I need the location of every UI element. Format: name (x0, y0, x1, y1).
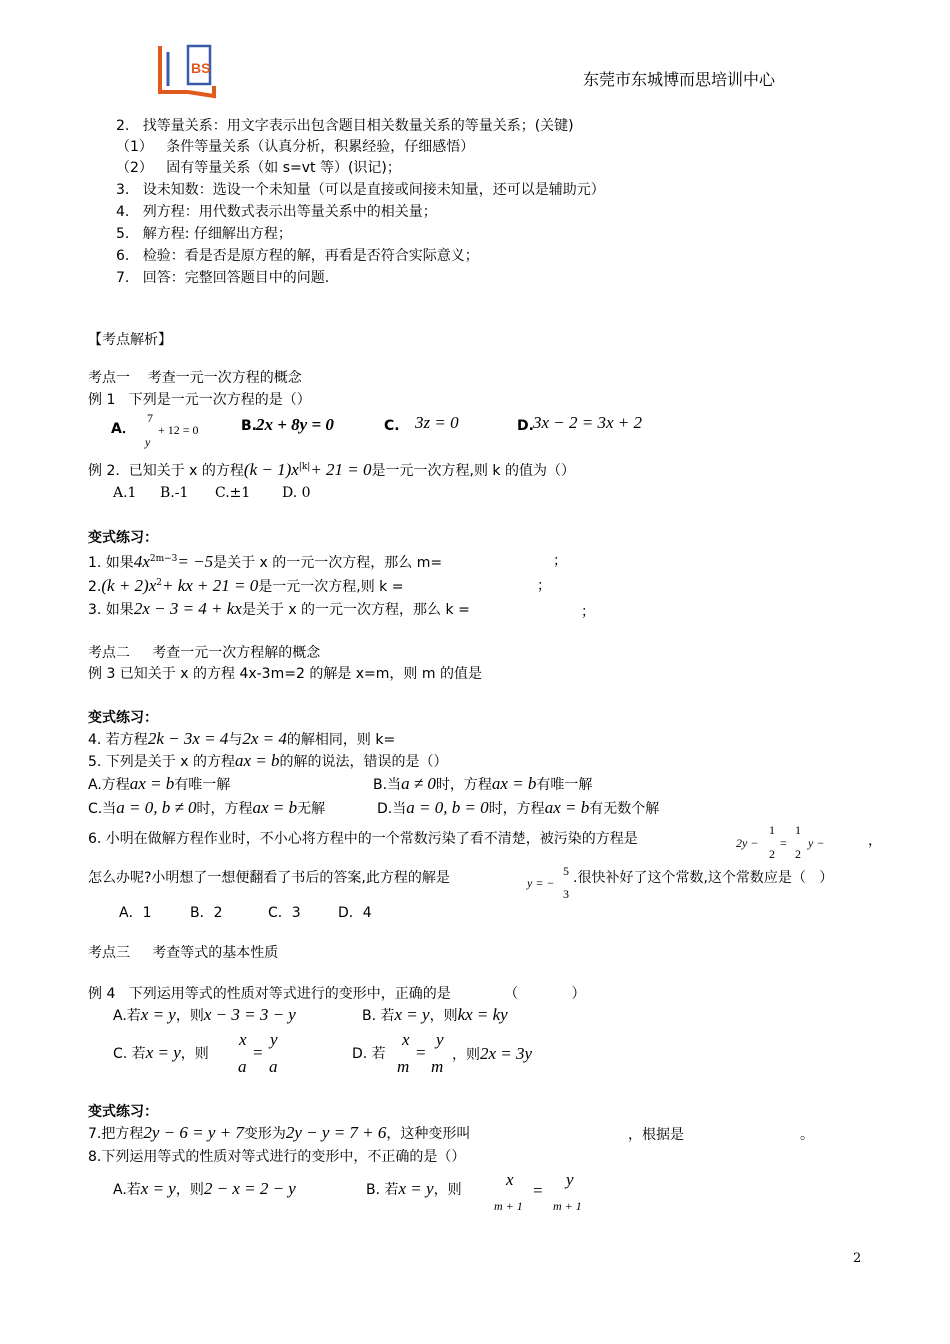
q6-line2: 怎么办呢?小明想了一想便翻看了书后的答案,此方程的解是 (88, 870, 450, 886)
q3-pre: 3. 如果 (88, 602, 134, 618)
ex1-b-math: 2x + 8y = 0 (256, 415, 334, 434)
logo-icon (158, 40, 216, 100)
var3-title: 变式练习： (88, 1104, 158, 1120)
ex4c-pre: C. 若 (113, 1046, 146, 1062)
q5-opt-b (373, 774, 592, 795)
ex4d-mid: ，则 (452, 1047, 480, 1063)
ex2-sup: |k| (298, 462, 311, 472)
kp1-ex1: 例 1 下列是一元一次方程的是（） (88, 392, 311, 408)
q5d-3: ax = b (544, 798, 590, 817)
q3-post: 是关于 x 的一元一次方程，那么 k = (241, 602, 470, 618)
ex2-math: (k − 1)x (243, 460, 299, 479)
ex4-opt-a (113, 1005, 296, 1026)
q7-post: ，这种变形叫 (386, 1126, 471, 1142)
ex4c-eq: = (253, 1043, 263, 1062)
q5-pre: 5. 下列是关于 x 的方程 (88, 754, 235, 770)
q6-line1: 6. 小明在做解方程作业时，不小心将方程中的一个常数污染了看不清楚，被污染的方程是 (88, 831, 638, 847)
q5b-2: 时，方程 (435, 777, 492, 793)
ex1-opt-b: B. (241, 418, 257, 434)
ex1-a-num: 7 (147, 411, 153, 425)
q8b-pre: B. 若 (366, 1182, 399, 1198)
kp1-title: 考点一 考查一元一次方程的概念 (88, 370, 302, 386)
step-2-1: （1） 条件等量关系（认真分析，积累经验，仔细感悟） (116, 139, 475, 155)
q8b-n2: y (566, 1170, 574, 1189)
q7-post2: ，根据是 (628, 1127, 684, 1143)
step-3: 3. 设未知数：选设一个未知量（可以是直接或间接未知量，还可以是辅助元） (116, 182, 605, 198)
ex1-c-math: 3z = 0 (415, 413, 459, 432)
q6-eq-eq: = (780, 836, 787, 850)
q8b-d2: m + 1 (553, 1199, 582, 1213)
step-5: 5. 解方程: 仔细解出方程； (116, 226, 292, 242)
ex2-math2: + 21 = 0 (310, 460, 372, 479)
q5-opt-c (88, 798, 325, 819)
q5c-4: 无解 (297, 801, 326, 817)
var1-q1 (88, 549, 442, 573)
q5b-1: a ≠ 0 (401, 774, 436, 793)
var1-q3 (88, 599, 470, 620)
q8b-m1: x = y (398, 1179, 434, 1198)
ex2-pre: 例 2. 已知关于 x 的方程 (88, 463, 244, 479)
q6-sol-a: y = − (527, 876, 555, 890)
q6-opt-b: B．2 (190, 905, 223, 921)
ex4a-2: ，则 (175, 1008, 204, 1024)
q2-sup: 2 (156, 578, 162, 588)
var1-title: 变式练习： (88, 530, 158, 546)
step-2-2: （2） 固有等量关系（如 s=vt 等）(识记)； (116, 160, 401, 176)
ex4b-0: B. 若 (362, 1008, 395, 1024)
ex4c-n2: y (270, 1030, 278, 1049)
ex1-opt-c: C. (384, 418, 400, 434)
ex4d-d2: m (431, 1057, 444, 1076)
kp3-title: 考点三 考查等式的基本性质 (88, 945, 279, 961)
ex1-d-math: 3x − 2 = 3x + 2 (533, 413, 643, 432)
ex4c-d2: a (269, 1057, 278, 1076)
q7-m1: 2y − 6 = y + 7 (143, 1123, 244, 1142)
q5a-0: A.方程 (88, 777, 130, 793)
ex4d-n2: y (436, 1030, 444, 1049)
q4-pre: 4. 若方程 (88, 732, 148, 748)
q5-opt-d (377, 798, 659, 819)
q5-opt-a (88, 774, 230, 795)
q4-math1: 2k − 3x = 4 (147, 729, 229, 748)
header-org-name: 东莞市东城博而思培训中心 (583, 70, 776, 89)
var3-q7 (88, 1123, 470, 1144)
ex4d-d1: m (397, 1057, 410, 1076)
logo (158, 40, 216, 100)
q2-math2: + kx + 21 = 0 (161, 576, 259, 595)
ex2-opt-d: D. 0 (282, 485, 311, 501)
q8b-eq: = (533, 1181, 543, 1200)
var2-q4 (88, 729, 395, 750)
q6-eq-n2: 1 (795, 823, 801, 837)
ex2-opt-a: A.1 (113, 485, 137, 501)
q4-mid: 与 (228, 732, 243, 748)
q8a-3: 2 − x = 2 − y (203, 1179, 296, 1198)
q8a-0: A.若 (113, 1182, 141, 1198)
q6-opt-d: D．4 (338, 905, 372, 921)
q5b-4: 有唯一解 (536, 777, 593, 793)
section-title: 【考点解析】 (88, 332, 172, 348)
q5c-0: C.当 (88, 801, 117, 817)
q8-opt-b (366, 1179, 462, 1200)
q5d-0: D.当 (377, 801, 407, 817)
ex4a-3: x − 3 = 3 − y (203, 1005, 296, 1024)
q1-math: 4x (133, 552, 150, 571)
q6-eq-d1: 2 (769, 847, 775, 861)
ex4a-0: A.若 (113, 1008, 141, 1024)
ex1-opt-a: A． (111, 421, 136, 437)
kp3-ex4: 例 4 下列运用等式的性质对等式进行的变形中，正确的是 （ ） (88, 986, 586, 1002)
q4-math2: 2x = 4 (242, 729, 287, 748)
ex2-opt-c: C.±1 (215, 485, 251, 501)
var1-q2 (88, 573, 403, 597)
q2-pre: 2. (88, 579, 102, 595)
var2-q5 (88, 751, 448, 772)
q5-post: 的解的说法，错误的是（） (279, 754, 448, 770)
q8a-2: ，则 (175, 1182, 204, 1198)
svg-text:BS: BS (191, 60, 211, 76)
q5b-3: ax = b (491, 774, 537, 793)
q8-opt-a (113, 1179, 296, 1200)
ex4a-1: x = y (140, 1005, 176, 1024)
q1-sup: 2m−3 (149, 554, 178, 564)
q6-eq-b: y − (808, 836, 825, 850)
q5d-2: 时，方程 (488, 801, 545, 817)
step-4: 4. 列方程：用代数式表示出等量关系中的相关量； (116, 204, 437, 220)
q6-eq-a: 2y − (736, 836, 759, 850)
q1-math2: = −5 (177, 552, 214, 571)
ex4d-n1: x (402, 1030, 410, 1049)
ex1-opt-d: D. (517, 418, 534, 434)
kp1-ex2 (88, 457, 575, 481)
ex1-a-den: y (145, 435, 151, 449)
kp2-title: 考点二 考查一元一次方程解的概念 (88, 645, 321, 661)
ex4c-n1: x (239, 1030, 247, 1049)
step-7: 7. 回答：完整回答题目中的问题. (116, 270, 330, 286)
step-6: 6. 检验：看是否是原方程的解，再看是否符合实际意义； (116, 248, 479, 264)
q6-sol-n: 5 (563, 864, 569, 878)
ex2-opt-b: B.-1 (160, 485, 189, 501)
q5a-2: 有唯一解 (174, 777, 231, 793)
q6-opt-c: C．3 (268, 905, 301, 921)
ex4-opt-b (362, 1005, 508, 1026)
q2-end: ； (537, 578, 551, 594)
q6-comma: ， (868, 833, 882, 849)
q6-eq-d2: 2 (795, 847, 801, 861)
q8a-1: x = y (140, 1179, 176, 1198)
q2-post: 是一元一次方程,则 k = (258, 579, 404, 595)
ex4-opt-d: D. 若 (352, 1046, 386, 1062)
q1-post: 是关于 x 的一元一次方程，那么 m= (213, 555, 443, 571)
step-2: 2. 找等量关系：用文字表示出包含题目相关数量关系的等量关系；(关键) (116, 118, 574, 134)
q5c-1: a = 0, b ≠ 0 (116, 798, 197, 817)
var2-title: 变式练习： (88, 710, 158, 726)
q5d-1: a = 0, b = 0 (406, 798, 489, 817)
ex4-opt-c (113, 1043, 209, 1064)
page-number: 2 (853, 1251, 862, 1266)
ex4d-tail (452, 1044, 532, 1065)
q5-math: ax = b (235, 751, 280, 770)
ex4c-d1: a (238, 1057, 247, 1076)
q6-sol-d: 3 (563, 887, 569, 901)
q8b-mid: ，则 (433, 1182, 462, 1198)
q5a-1: ax = b (129, 774, 175, 793)
q5c-2: 时，方程 (196, 801, 253, 817)
q7-mid: 变形为 (243, 1126, 286, 1142)
ex4b-2: ，则 (429, 1008, 458, 1024)
q3-math: 2x − 3 = 4 + kx (133, 599, 242, 618)
kp2-ex3: 例 3 已知关于 x 的方程 4x-3m=2 的解是 x=m，则 m 的值是 (88, 666, 482, 682)
ex1-a-rest: + 12 = 0 (158, 423, 199, 437)
q7-pre: 7.把方程 (88, 1126, 144, 1142)
q2-math: (k + 2)x (101, 576, 157, 595)
q4-post: 的解相同，则 k= (286, 732, 396, 748)
ex4c-m1: x = y (145, 1043, 181, 1062)
ex4b-3: kx = ky (457, 1005, 508, 1024)
ex2-post: 是一元一次方程,则 k 的值为（） (371, 463, 575, 479)
var3-q8: 8.下列运用等式的性质对等式进行的变形中，不正确的是（） (88, 1149, 466, 1165)
q8b-n1: x (506, 1170, 514, 1189)
q3-end: ； (581, 604, 595, 620)
ex4c-mid: ，则 (180, 1046, 209, 1062)
q7-end: 。 (800, 1127, 814, 1143)
q6-opt-a: A．1 (119, 905, 152, 921)
q8b-d1: m + 1 (494, 1199, 523, 1213)
ex4d-m2: 2x = 3y (480, 1044, 533, 1063)
q7-m2: 2y − y = 7 + 6 (285, 1123, 387, 1142)
q1-pre: 1. 如果 (88, 555, 134, 571)
ex4b-1: x = y (394, 1005, 430, 1024)
ex4d-eq: = (416, 1043, 426, 1062)
q5d-4: 有无数个解 (589, 801, 660, 817)
q6-line2b: .很快补好了这个常数,这个常数应是（ ） (573, 870, 834, 886)
q1-end: ； (553, 553, 567, 569)
q5c-3: ax = b (252, 798, 298, 817)
q5b-0: B.当 (373, 777, 402, 793)
q6-eq-n1: 1 (769, 823, 775, 837)
